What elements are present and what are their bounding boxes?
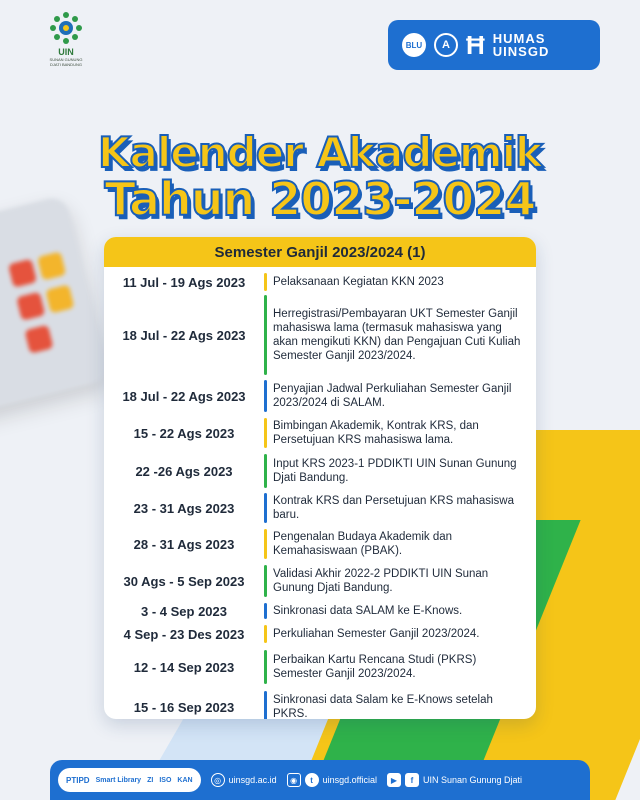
schedule-color-bar [264, 380, 267, 412]
schedule-date: 4 Sep - 23 Des 2023 [123, 626, 245, 642]
schedule-row [104, 623, 536, 645]
footer-social[interactable] [287, 773, 377, 787]
humas-h-icon: Ħ [466, 30, 485, 60]
schedule-date: 11 Jul - 19 Ags 2023 [122, 274, 246, 290]
schedule-date: 18 Jul - 22 Ags 2023 [122, 327, 246, 343]
schedule-color-bar [264, 454, 267, 488]
schedule-color-bar [264, 273, 267, 291]
uin-logo-text: UIN [58, 47, 74, 57]
schedule-description: Input KRS 2023-1 PDDIKTI UIN Sunan Gunung Djati Bandung. [273, 458, 517, 484]
schedule-description: Pengenalan Budaya Akademik dan Kemahasiswaan (PBAK). [273, 531, 453, 557]
humas-line1: HUMAS [492, 31, 546, 46]
partner-kan: KAN [177, 776, 193, 784]
schedule-description: Validasi Akhir 2022-2 PDDIKTI UIN Sunan Gunung Djati Bandung. [273, 568, 489, 594]
schedule-row [104, 601, 536, 621]
partner-logos [58, 768, 201, 792]
schedule-row [104, 648, 536, 686]
schedule-date: 12 - 14 Sep 2023 [133, 659, 235, 675]
youtube-icon: ▶ [387, 773, 401, 787]
partner-iso: ISO [159, 776, 172, 784]
uin-logo-subtext: SUNAN GUNUNG DJATI BANDUNG [49, 57, 83, 67]
schedule-description: Sinkronasi data Salam ke E-Knows setelah PKRS. [273, 694, 493, 719]
schedule-row [104, 293, 536, 377]
schedule-date: 22 -26 Ags 2023 [135, 463, 233, 479]
schedule-row [104, 689, 536, 719]
partner-zi: ZI [147, 776, 154, 784]
facebook-icon: f [405, 773, 419, 787]
partner-ptipd: PTIPD [66, 775, 90, 785]
schedule-color-bar [264, 295, 267, 375]
schedule-date: 3 - 4 Sep 2023 [141, 603, 227, 619]
schedule-row [104, 491, 536, 525]
schedule-color-bar [264, 493, 267, 523]
uin-logo [44, 10, 88, 67]
schedule-description: Bimbingan Akademik, Kontrak KRS, dan Persetujuan KRS mahasiswa lama. [273, 420, 479, 446]
footer-social-text: uinsgd.official [322, 775, 377, 785]
schedule-date: 15 - 22 Ags 2023 [133, 425, 235, 441]
schedule-card [104, 237, 536, 719]
schedule-description: Perbaikan Kartu Rencana Studi (PKRS) Semester Ganjil 2023/2024. [273, 654, 477, 680]
footer-facebook-text: UIN Sunan Gunung Djati [422, 775, 523, 785]
footer-website-text: uinsgd.ac.id [228, 775, 277, 785]
footer-bar [50, 760, 590, 800]
twitter-icon: t [305, 773, 319, 787]
page-title-line2: Tahun 2023-2024 [104, 172, 536, 226]
schedule-date: 23 - 31 Ags 2023 [133, 500, 235, 516]
page-title-line1: Kalender Akademik [98, 128, 542, 177]
schedule-color-bar [264, 650, 267, 684]
schedule-date: 30 Ags - 5 Sep 2023 [123, 573, 245, 589]
schedule-description: Sinkronasi data SALAM ke E-Knows. [273, 605, 463, 617]
humas-badge [388, 20, 600, 70]
footer-facebook[interactable] [387, 773, 522, 787]
schedule-color-bar [264, 529, 267, 559]
calendar-illustration-icon [0, 195, 111, 416]
schedule-description: Penyajian Jadwal Perkuliahan Semester Ganjil 2023/2024 di SALAM. [273, 383, 512, 409]
schedule-description: Herregistrasi/Pembayaran UKT Semester Ganjil mahasiswa lama (termasuk mahasiswa yang akan mengikuti KKN) dan Pengajuan Cuti Kuliah Semester Ganjil 2023/2024. [273, 308, 521, 362]
schedule-description: Perkuliahan Semester Ganjil 2023/2024. [273, 628, 480, 640]
schedule-row [104, 271, 536, 293]
schedule-color-bar [264, 625, 267, 643]
schedule-color-bar [264, 418, 267, 448]
schedule-row [104, 563, 536, 599]
schedule-row [104, 452, 536, 490]
accreditation-a-icon: A [434, 33, 458, 57]
schedule-date: 28 - 31 Ags 2023 [133, 536, 235, 552]
schedule-description: Kontrak KRS dan Persetujuan KRS mahasiswa baru. [273, 495, 514, 521]
schedule-color-bar [264, 691, 267, 719]
schedule-color-bar [264, 565, 267, 597]
schedule-date: 15 - 16 Sep 2023 [133, 699, 235, 715]
humas-line2: UINSGD [492, 44, 550, 59]
uin-emblem-icon [48, 10, 84, 46]
blu-icon: BLU [402, 33, 426, 57]
footer-website[interactable] [211, 773, 277, 787]
schedule-list [104, 267, 536, 719]
instagram-icon: ◉ [287, 773, 301, 787]
schedule-row [104, 378, 536, 414]
humas-wordmark [493, 32, 550, 58]
globe-icon: ◎ [211, 773, 225, 787]
schedule-color-bar [264, 603, 267, 619]
schedule-description: Pelaksanaan Kegiatan KKN 2023 [273, 276, 444, 288]
schedule-row [104, 416, 536, 450]
partner-smart-library: Smart Library [95, 776, 142, 784]
schedule-row [104, 527, 536, 561]
schedule-date: 18 Jul - 22 Ags 2023 [122, 388, 246, 404]
semester-heading: Semester Ganjil 2023/2024 (1) [104, 237, 536, 267]
